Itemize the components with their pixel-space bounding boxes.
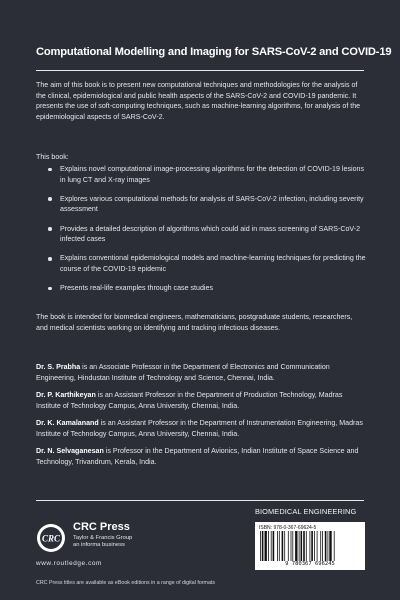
list-item: [36, 224, 366, 245]
publisher-tagline: an informa business: [73, 542, 125, 548]
crc-press-logo-icon: [36, 523, 66, 553]
barcode-bar: [291, 531, 292, 561]
barcode-bar: [279, 531, 280, 561]
feature-list: [36, 164, 366, 302]
author-bio-text: is an Associate Professor in the Department of Electronics and Communication Engineering, Hindustan Institute of Technology and Science, Chennai, India.: [36, 363, 330, 382]
author-bios: [36, 362, 366, 474]
barcode-bar: [265, 531, 267, 561]
barcode-bar: [310, 531, 311, 561]
author-name: Dr. S. Prabha: [36, 363, 81, 371]
author-bio-text: is an Assistant Professor in the Department of Instrumentation Engineering, Madras Institute of Technology Campus, Anna University, Chennai, India.: [36, 418, 363, 438]
author-bio: [36, 418, 366, 439]
list-item-text: Explains conventional epidemiological models and machine-learning techniques for predicting the course of the COVID-19 epidemic: [60, 254, 366, 273]
publisher-group: Taylor & Francis Group: [73, 535, 133, 541]
isbn-barcode: [255, 522, 365, 570]
author-name: Dr. P. Karthikeyan: [36, 390, 96, 399]
author-bio: [36, 446, 366, 467]
barcode-bar: [301, 531, 303, 561]
barcode-bar: [284, 531, 285, 561]
barcode-bar: [334, 531, 335, 561]
isbn-label: ISBN: 978-0-367-69624-5: [259, 525, 317, 531]
bullet-icon: [48, 197, 52, 201]
publisher-name: CRC Press: [73, 521, 130, 533]
list-item: [36, 253, 366, 274]
list-item-text: Explains novel computational image-processing algorithms for the detection of COVID-19 lesions in lung CT and X-ray images: [60, 165, 365, 184]
list-item-text: Provides a detailed description of algorithms which could aid in mass screening of SARS-CoV-2 infected cases: [60, 224, 361, 244]
publisher-website: www.routledge.com: [36, 560, 102, 567]
barcode-bar: [273, 531, 275, 561]
logo-text: CRC: [41, 533, 61, 544]
footer-divider: [36, 500, 364, 501]
barcode-icon: [258, 531, 362, 561]
list-lead: This book:: [36, 153, 69, 161]
barcode-bar: [314, 531, 315, 561]
barcode-bar: [260, 531, 261, 561]
bullet-icon: [48, 227, 52, 231]
barcode-bar: [271, 531, 272, 561]
barcode-bar: [329, 531, 331, 561]
author-bio: [36, 390, 366, 411]
bullet-icon: [48, 257, 52, 261]
bullet-icon: [48, 287, 52, 291]
barcode-bar: [328, 531, 329, 561]
barcode-bar: [317, 531, 318, 561]
barcode-bar: [299, 531, 300, 561]
barcode-digits: 9 780367 696245: [285, 561, 335, 567]
barcode-bar: [303, 531, 305, 561]
author-bio: [36, 362, 366, 383]
barcode-bar: [288, 531, 289, 561]
barcode-bar: [311, 531, 313, 561]
bullet-icon: [48, 168, 52, 172]
subject-category: BIOMEDICAL ENGINEERING: [255, 507, 357, 516]
barcode-bar: [262, 531, 264, 561]
list-item: [36, 164, 366, 185]
barcode-bar: [282, 531, 284, 561]
audience-paragraph: The book is intended for biomedical engineers, mathematicians, postgraduate students, researchers, and medical scientists working on identifying and tracking infectious diseases.: [36, 313, 353, 332]
title-divider: [36, 70, 364, 71]
list-item-text: Presents real-life examples through case studies: [60, 284, 213, 293]
barcode-bar: [325, 531, 327, 561]
barcode-bar: [320, 531, 321, 561]
list-item: [36, 283, 366, 294]
barcode-bar: [322, 531, 323, 561]
barcode-bar: [306, 531, 307, 561]
barcode-bar: [295, 531, 297, 561]
barcode-bar: [268, 531, 269, 561]
author-bio-text: is an Assistant Professor in the Department of Production Technology, Madras Institute of Technology Campus, Anna University, Chennai, India.: [36, 390, 343, 410]
book-title: Computational Modelling and Imaging for SARS-CoV-2 and COVID-19: [36, 46, 392, 58]
barcode-bar: [292, 531, 293, 561]
list-item: [36, 194, 366, 215]
author-bio-text: is Professor in the Department of Avionics, Indian Institute of Space Science and Technology, Trivandrum, Kerala, India.: [36, 446, 359, 466]
ebook-footnote: CRC Press titles are available as eBook editions in a range of digital formats: [36, 580, 216, 586]
barcode-bar: [277, 531, 278, 561]
author-name: Dr. N. Selvaganesan: [36, 446, 104, 455]
intro-paragraph: The aim of this book is to present new computational techniques and methodologies for the analysis of the clinical, epidemiological and public health aspects of the SARS-CoV-2 and COVID-19 pandemic. It presents the use of soft-computing techniques, such as machine-learning algorithms, for analysis of the epidemiological aspects of SARS-CoV-2.: [36, 81, 361, 121]
list-item-text: Explores various computational methods for analysis of SARS-CoV-2 infection, including severity assessment: [60, 194, 364, 214]
author-name: Dr. K. Kamalanand: [36, 418, 99, 427]
